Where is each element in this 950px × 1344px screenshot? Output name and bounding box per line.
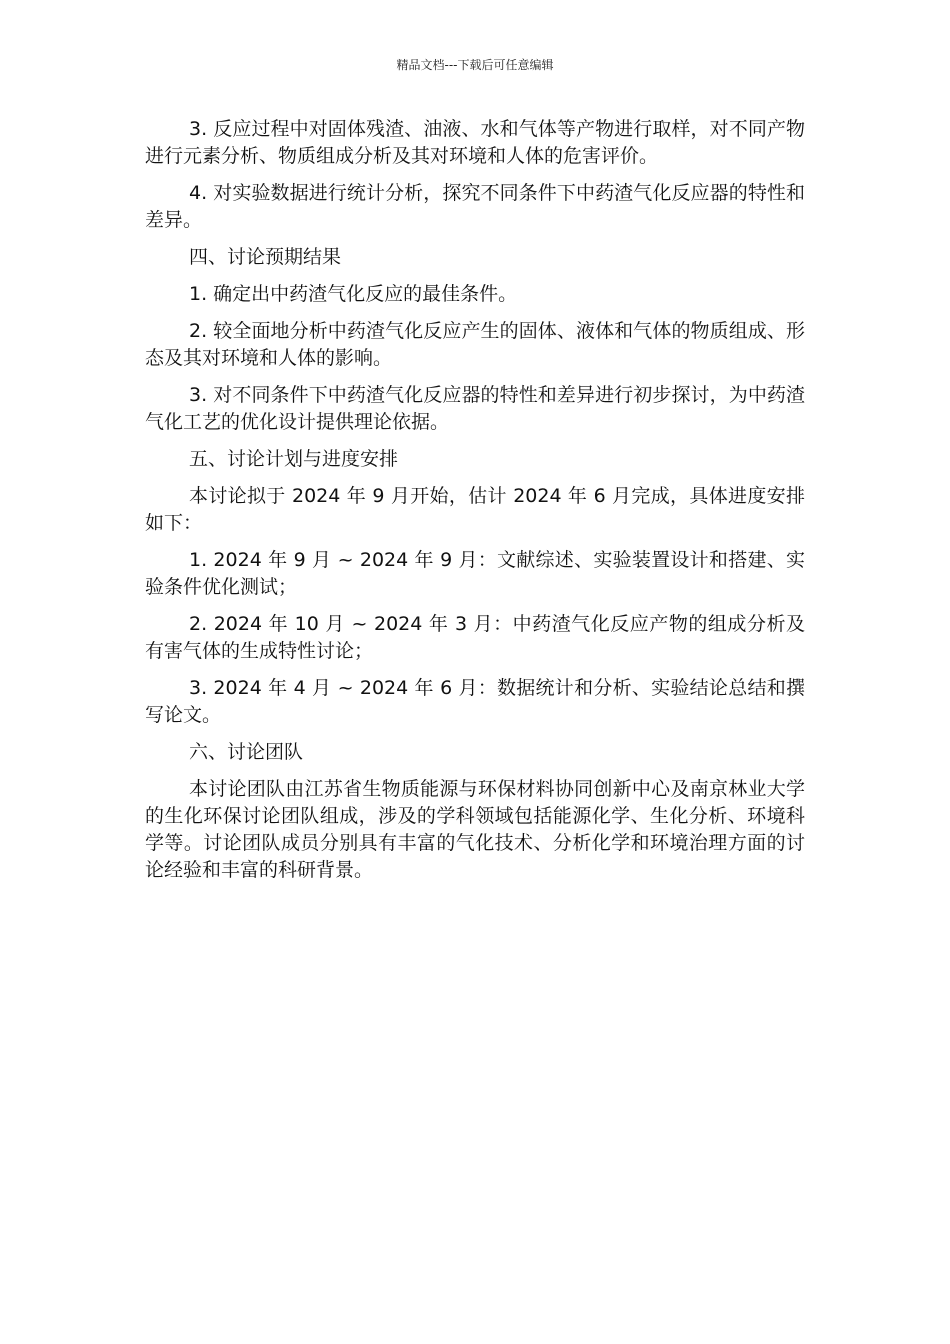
- page-header: 精品文档---下载后可任意编辑: [396, 58, 554, 72]
- section-heading-team: 六、讨论团队: [189, 741, 304, 763]
- document-body: [145, 116, 805, 894]
- paragraph-result-2: 2. 较全面地分析中药渣气化反应产生的固体、液体和气体的物质组成、形态及其对环境和人体的影响。: [145, 320, 805, 369]
- paragraph-schedule-1: 1. 2024 年 9 月 ~ 2024 年 9 月：文献综述、实验装置设计和搭建、实验条件优化测试；: [145, 549, 805, 598]
- paragraph-item-3-sampling: 3. 反应过程中对固体残渣、油液、水和气体等产物进行取样，对不同产物进行元素分析、物质组成分析及其对环境和人体的危害评价。: [145, 118, 805, 167]
- paragraph-schedule-2: 2. 2024 年 10 月 ~ 2024 年 3 月：中药渣气化反应产物的组成分析及有害气体的生成特性讨论；: [145, 613, 805, 662]
- paragraph-schedule-intro: 本讨论拟于 2024 年 9 月开始，估计 2024 年 6 月完成，具体进度安排如下：: [145, 485, 805, 534]
- paragraph-schedule-3: 3. 2024 年 4 月 ~ 2024 年 6 月：数据统计和分析、实验结论总结和撰写论文。: [145, 677, 805, 726]
- paragraph-result-1: 1. 确定出中药渣气化反应的最佳条件。: [189, 283, 518, 305]
- paragraph-item-4-statistics: 4. 对实验数据进行统计分析，探究不同条件下中药渣气化反应器的特性和差异。: [145, 182, 805, 231]
- section-heading-expected-results: 四、讨论预期结果: [189, 246, 342, 268]
- section-heading-schedule: 五、讨论计划与进度安排: [189, 448, 399, 470]
- paragraph-team-description: 本讨论团队由江苏省生物质能源与环保材料协同创新中心及南京林业大学的生化环保讨论团队组成，涉及的学科领域包括能源化学、生化分析、环境科学等。讨论团队成员分别具有丰富的气化技术、分析化学和环境治理方面的讨论经验和丰富的科研背景。: [145, 778, 805, 881]
- paragraph-result-3: 3. 对不同条件下中药渣气化反应器的特性和差异进行初步探讨，为中药渣气化工艺的优化设计提供理论依据。: [145, 384, 805, 433]
